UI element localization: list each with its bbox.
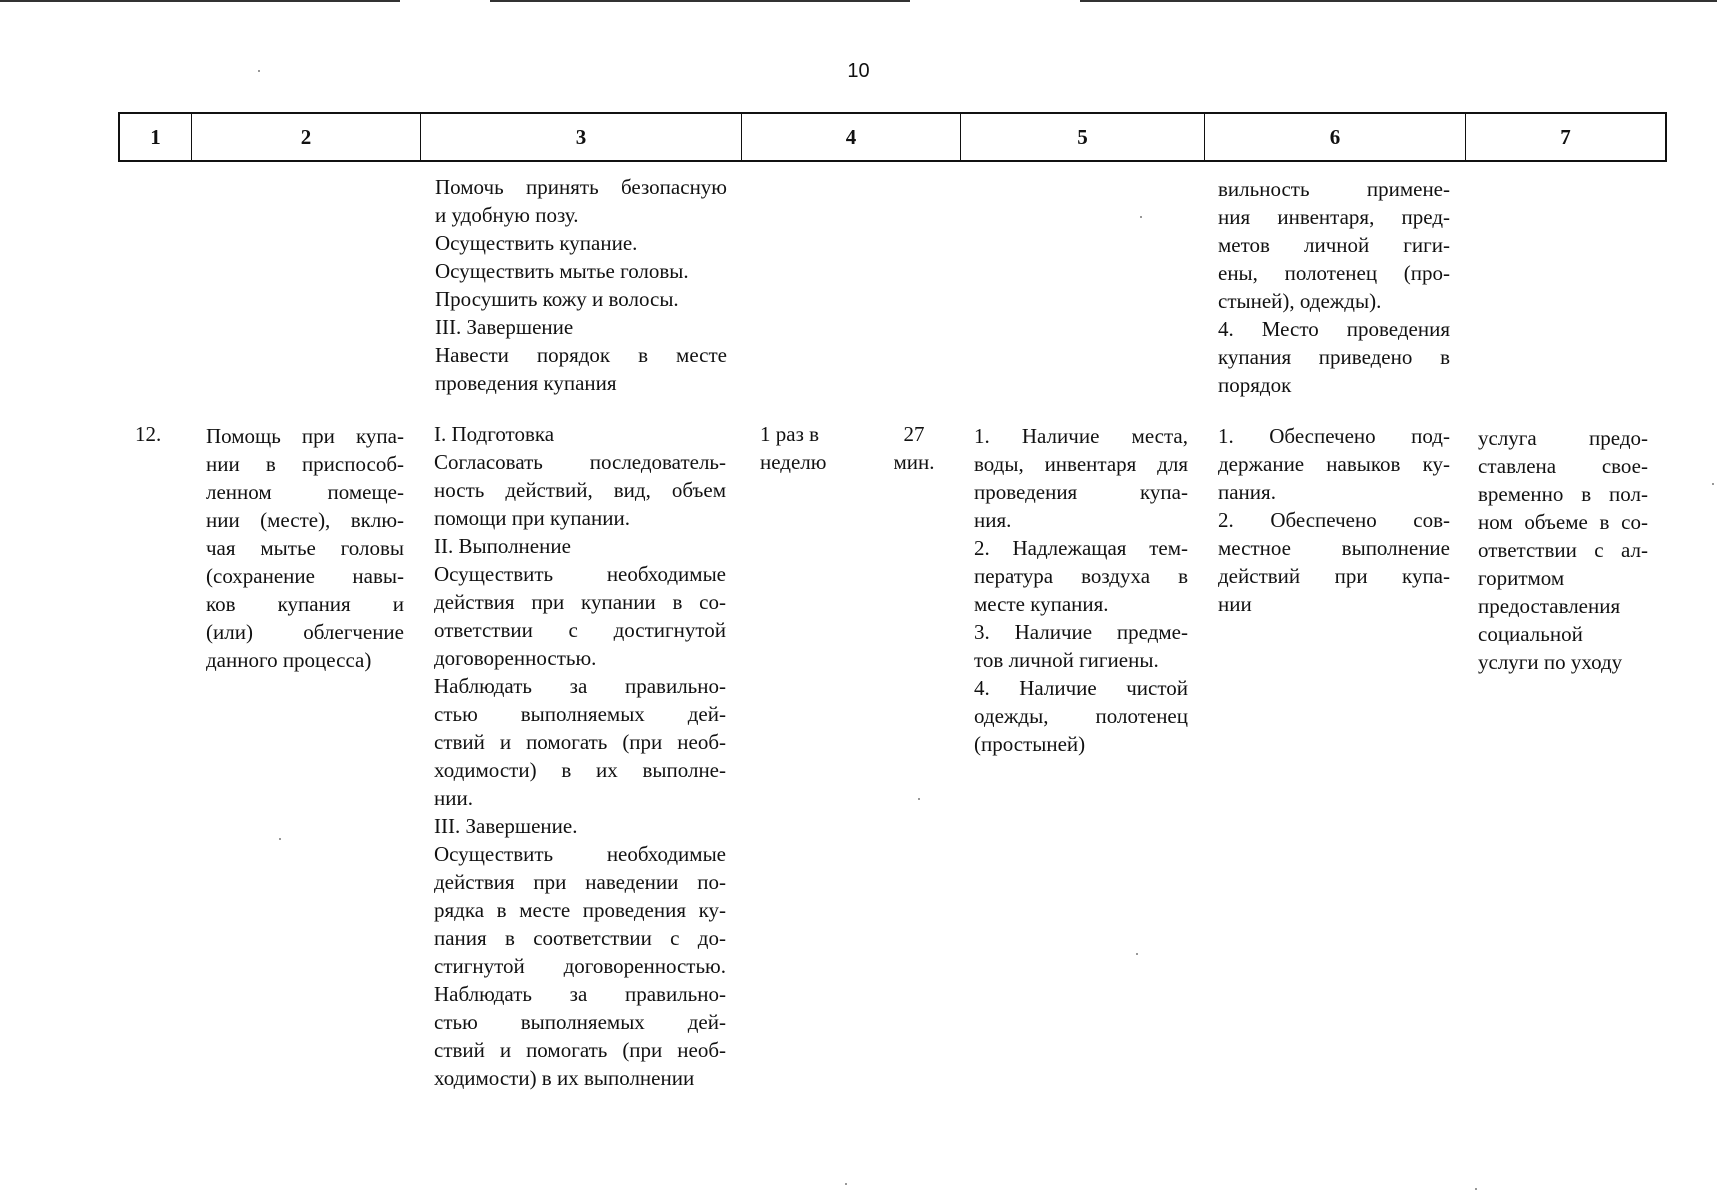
service-frequency — [760, 420, 860, 476]
scan-speck — [258, 70, 260, 72]
text-line: стью выполняемых дей- — [434, 1010, 726, 1034]
text-line: держание навыков ку- — [1218, 452, 1450, 476]
text-line: стыней), одежды). — [1218, 289, 1382, 313]
scan-speck — [1136, 953, 1138, 955]
text-line: пература воздуха в — [974, 564, 1188, 588]
text-line: договоренностью. — [434, 646, 597, 670]
text-line: нии в приспособ- — [206, 452, 404, 476]
text-line: неделю — [760, 450, 827, 474]
text-line: вильность примене- — [1218, 177, 1450, 201]
text-line: 4. Место проведения — [1218, 317, 1450, 341]
text-line: услуга предо- — [1478, 426, 1648, 450]
text-line: нии (месте), вклю- — [206, 508, 404, 532]
text-line: предоставления — [1478, 594, 1621, 618]
text-line: ленном помеще- — [206, 480, 404, 504]
row-number: 12. — [135, 422, 162, 446]
continuation-col3 — [435, 173, 727, 397]
text-line: месте купания. — [974, 592, 1109, 616]
text-line: Наблюдать за правильно- — [434, 982, 726, 1006]
text-line: услуги по уходу — [1478, 650, 1623, 674]
text-line: чая мытье головы — [206, 536, 404, 560]
text-line: мин. — [893, 450, 935, 474]
text-line: действия при наведении по- — [434, 870, 726, 894]
text-line: Осуществить мытье головы. — [435, 259, 689, 283]
text-line: 1. Наличие места, — [974, 424, 1188, 448]
text-line: ния инвентаря, пред- — [1218, 205, 1450, 229]
text-line: одежды, полотенец — [974, 704, 1188, 728]
text-line: ния. — [974, 508, 1012, 532]
text-line: помощи при купании. — [434, 506, 630, 530]
text-line: Помочь принять безопасную — [435, 175, 727, 199]
text-line: пания. — [1218, 480, 1276, 504]
text-line: метов личной гиги- — [1218, 233, 1450, 257]
scan-speck — [918, 798, 920, 800]
scan-speck — [1140, 216, 1142, 218]
continuation-col6 — [1218, 175, 1450, 399]
text-line: пания в соответствии с до- — [434, 926, 726, 950]
text-line: 1 раз в — [760, 422, 820, 446]
header-col-7: 7 — [1560, 124, 1571, 149]
text-line: II. Выполнение — [434, 534, 571, 558]
service-duration — [884, 420, 944, 476]
text-line: стигнутой договоренностью. — [434, 954, 726, 978]
service-results — [1218, 422, 1450, 618]
text-line: Помощь при купа- — [206, 424, 404, 448]
text-line: социальной — [1478, 622, 1583, 646]
text-line: рядка в месте проведения ку- — [434, 898, 726, 922]
text-line: местное выполнение — [1218, 536, 1450, 560]
header-col-2: 2 — [192, 114, 421, 160]
header-col-3: 3 — [421, 114, 742, 160]
text-line: ствий и помогать (при необ- — [434, 1038, 726, 1062]
table-header-row — [118, 112, 1667, 162]
page-number: 10 — [847, 60, 870, 82]
text-line: (сохранение навы- — [206, 564, 404, 588]
text-line: ответствии с ал- — [1478, 538, 1648, 562]
service-procedure — [434, 420, 726, 1092]
text-line: 2. Обеспечено сов- — [1218, 508, 1450, 532]
text-line: ены, полотенец (про- — [1218, 261, 1450, 285]
text-line: купания приведено в — [1218, 345, 1450, 369]
text-line: проведения купа- — [974, 480, 1188, 504]
text-line: (или) облегчение — [206, 620, 404, 644]
text-line: Осуществить необходимые — [434, 842, 726, 866]
text-line: ответствии с достигнутой — [434, 618, 726, 642]
text-line: действия при купании в со- — [434, 590, 726, 614]
text-line: ходимости) в их выполне- — [434, 758, 726, 782]
text-line: данного процесса) — [206, 648, 372, 672]
scan-speck — [1475, 1188, 1477, 1190]
text-line: нии — [1218, 592, 1252, 616]
service-quality-assessment — [1478, 424, 1648, 676]
text-line: горитмом — [1478, 566, 1565, 590]
scan-speck — [279, 838, 281, 840]
service-name — [206, 422, 404, 674]
text-line: тов личной гигиены. — [974, 648, 1159, 672]
header-col-1: 1 — [120, 114, 192, 160]
scan-edge-line — [0, 0, 400, 2]
text-line: (простыней) — [974, 732, 1086, 756]
service-conditions — [974, 422, 1188, 758]
text-line: временно в пол- — [1478, 482, 1648, 506]
text-line: действий при купа- — [1218, 564, 1450, 588]
text-line: Согласовать последователь- — [434, 450, 726, 474]
text-line: ставлена свое- — [1478, 454, 1648, 478]
text-line: ном объеме в со- — [1478, 510, 1648, 534]
text-line: ность действий, вид, объем — [434, 478, 726, 502]
text-line: III. Завершение — [435, 315, 574, 339]
text-line: I. Подготовка — [434, 422, 555, 446]
text-line: Навести порядок в месте — [435, 343, 727, 367]
text-line: Просушить кожу и волосы. — [435, 287, 679, 311]
text-line: воды, инвентаря для — [974, 452, 1188, 476]
text-line: Наблюдать за правильно- — [434, 674, 726, 698]
header-col-5: 5 — [961, 114, 1205, 160]
text-line: 3. Наличие предме- — [974, 620, 1188, 644]
scan-speck — [845, 1183, 847, 1185]
text-line: и удобную позу. — [435, 203, 579, 227]
header-col-4: 4 — [742, 114, 961, 160]
scan-edge-line — [1080, 0, 1717, 2]
scan-speck — [1712, 483, 1714, 485]
text-line: Осуществить необходимые — [434, 562, 726, 586]
text-line: III. Завершение. — [434, 814, 578, 838]
text-line: нии. — [434, 786, 473, 810]
text-line: 27 — [903, 422, 925, 446]
text-line: ков купания и — [206, 592, 404, 616]
text-line: 2. Надлежащая тем- — [974, 536, 1188, 560]
text-line: ствий и помогать (при необ- — [434, 730, 726, 754]
text-line: ходимости) в их выполнении — [434, 1066, 695, 1090]
text-line: 4. Наличие чистой — [974, 676, 1188, 700]
text-line: 1. Обеспечено под- — [1218, 424, 1450, 448]
text-line: порядок — [1218, 373, 1292, 397]
scan-edge-line — [490, 0, 910, 2]
text-line: стью выполняемых дей- — [434, 702, 726, 726]
text-line: Осуществить купание. — [435, 231, 638, 255]
text-line: проведения купания — [435, 371, 617, 395]
header-col-6: 6 — [1205, 114, 1466, 160]
